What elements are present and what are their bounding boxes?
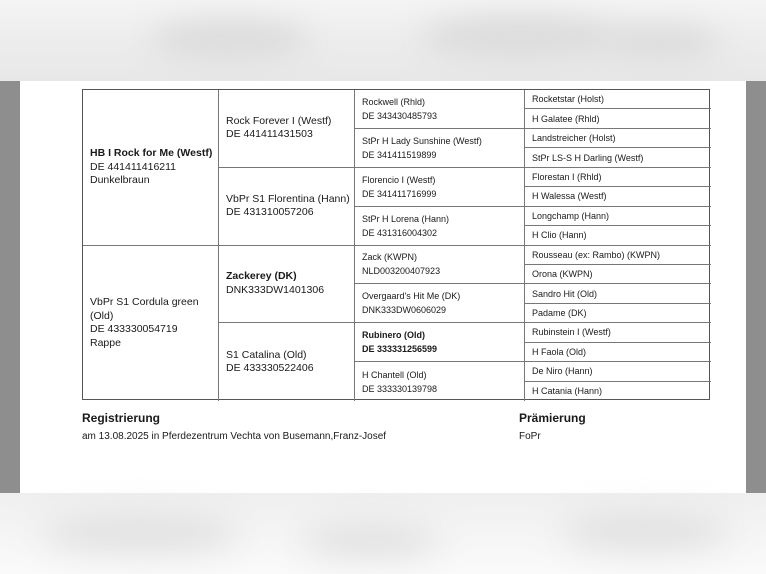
gen4-name: StPr LS-S H Darling (Westf) (532, 152, 644, 163)
gen3-id: DE 343430485793 (362, 110, 438, 121)
pedigree-cell-gen4 (525, 362, 711, 381)
dam-color: Rappe (90, 336, 121, 349)
pedigree-cell-gen4 (525, 284, 711, 303)
backdrop-left-border (0, 81, 20, 493)
pedigree-cell-gen3 (355, 323, 525, 362)
gen3-id: NLD003200407923 (362, 266, 441, 277)
gen4-name: H Walessa (Westf) (532, 191, 607, 202)
gen3-id: DE 333331256599 (362, 344, 438, 355)
backdrop-right-border (746, 81, 766, 493)
dam-sire-name: Zackerey (DK) (226, 270, 297, 283)
registration-title: Registrierung (82, 411, 161, 425)
pedigree-cell-sire-dam (219, 168, 355, 246)
gen4-name: De Niro (Hann) (532, 366, 593, 377)
sire-dam-name: VbPr S1 Florentina (Hann) (226, 192, 350, 205)
gen4-name: Florestan I (Rhld) (532, 171, 602, 182)
pedigree-cell-sire-sire (219, 90, 355, 168)
gen4-name: Rubinstein I (Westf) (532, 327, 611, 338)
gen4-name: Orona (KWPN) (532, 269, 593, 280)
dam-dam-name: S1 Catalina (Old) (226, 348, 307, 361)
award-title: Prämierung (519, 411, 586, 425)
pedigree-cell-gen3 (355, 168, 525, 207)
pedigree-cell-gen4 (525, 90, 711, 109)
blurred-backdrop-bottom (0, 493, 766, 574)
dam-dam-id: DE 433330522406 (226, 362, 314, 375)
gen4-name: Longchamp (Hann) (532, 210, 610, 221)
sire-sire-id: DE 441411431503 (226, 128, 313, 141)
pedigree-cell-gen4 (525, 129, 711, 148)
gen3-id: DNK333DW0606029 (362, 305, 447, 316)
horse-name: HB I Rock for Me (Westf) (90, 147, 213, 159)
gen3-name: Rockwell (Rhld) (362, 96, 426, 107)
pedigree-cell-gen4 (525, 246, 711, 265)
pedigree-cell-gen3 (355, 90, 525, 129)
gen4-name: Rousseau (ex: Rambo) (KWPN) (532, 249, 661, 260)
pedigree-cell-gen4 (525, 382, 711, 401)
gen3-id: DE 341411716999 (362, 188, 437, 199)
sire-dam-id: DE 431310057206 (226, 206, 314, 219)
pedigree-cell-dam-dam (219, 323, 355, 401)
pedigree-cell-gen3 (355, 362, 525, 401)
gen4-name: H Faola (Old) (532, 346, 587, 357)
pedigree-cell-gen4 (525, 343, 711, 362)
dam-id: DE 433330054719 (90, 323, 178, 336)
pedigree-cell-horse (83, 90, 219, 246)
pedigree-cell-gen4 (525, 226, 711, 245)
gen4-name: H Galatee (Rhld) (532, 113, 600, 124)
pedigree-cell-gen4 (525, 187, 711, 206)
pedigree-document (20, 81, 746, 493)
gen4-name: Rocketstar (Holst) (532, 94, 605, 105)
dam-sire-id: DNK333DW1401306 (226, 283, 325, 296)
gen4-name: Padame (DK) (532, 308, 587, 319)
pedigree-cell-gen3 (355, 246, 525, 285)
gen4-name: Sandro Hit (Old) (532, 288, 598, 299)
gen4-name: Landstreicher (Holst) (532, 133, 616, 144)
registration-text: am 13.08.2025 in Pferdezentrum Vechta von Busemann,Franz-Josef (82, 431, 387, 442)
pedigree-cell-gen4 (525, 148, 711, 167)
blurred-backdrop-top (0, 0, 766, 81)
pedigree-cell-gen3 (355, 129, 525, 168)
gen3-name: Overgaard's Hit Me (DK) (362, 291, 461, 302)
gen3-id: DE 431316004302 (362, 227, 438, 238)
gen3-name: Rubinero (Old) (362, 330, 425, 341)
gen3-name: Zack (KWPN) (362, 252, 417, 263)
dam-name: VbPr S1 Cordula green (Old) (90, 296, 199, 322)
horse-id: DE 441411416211 (90, 160, 177, 173)
pedigree-cell-gen3 (355, 207, 525, 246)
pedigree-cell-gen3 (355, 284, 525, 323)
gen3-name: Florencio I (Westf) (362, 174, 436, 185)
gen3-name: StPr H Lady Sunshine (Westf) (362, 135, 482, 146)
pedigree-cell-gen4 (525, 265, 711, 284)
pedigree-table (82, 89, 710, 400)
gen4-name: H Catania (Hann) (532, 386, 603, 397)
pedigree-cell-dam (83, 246, 219, 402)
pedigree-cell-gen4 (525, 323, 711, 342)
gen3-id: DE 341411519899 (362, 149, 437, 160)
pedigree-cell-gen4 (525, 304, 711, 323)
gen3-name: StPr H Lorena (Hann) (362, 213, 450, 224)
pedigree-cell-gen4 (525, 109, 711, 128)
gen4-name: H Clio (Hann) (532, 230, 587, 241)
gen3-id: DE 333330139798 (362, 383, 438, 394)
gen3-name: H Chantell (Old) (362, 369, 427, 380)
pedigree-cell-gen4 (525, 168, 711, 187)
sire-sire-name: Rock Forever I (Westf) (226, 114, 332, 127)
pedigree-cell-gen4 (525, 207, 711, 226)
award-text: FoPr (519, 431, 541, 442)
horse-color: Dunkelbraun (90, 174, 150, 186)
pedigree-cell-dam-sire (219, 246, 355, 324)
